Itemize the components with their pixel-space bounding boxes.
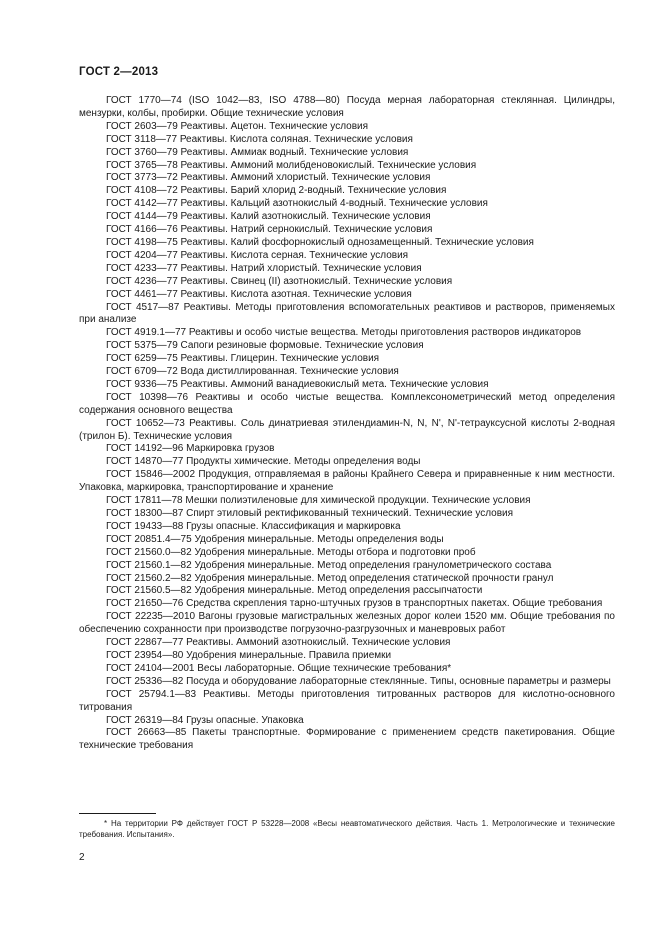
reference-entry: ГОСТ 4204—77 Реактивы. Кислота серная. Технические условия — [106, 249, 409, 261]
reference-entry: ГОСТ 17811—78 Мешки полиэтиленовые для химической продукции. Технические условия — [106, 495, 531, 507]
reference-entry: ГОСТ 3118—77 Реактивы. Кислота соляная. Технические условия — [106, 133, 413, 145]
reference-entry: ГОСТ 15846—2002 Продукция, отправляемая в районы Крайнего Севера и приравненные к ним местности. Упаковка, маркировка, транспортирование и хранение — [79, 469, 615, 494]
reference-entry: ГОСТ 4166—76 Реактивы. Натрий сернокислый. Технические условия — [106, 224, 433, 236]
reference-entry: ГОСТ 21560.1—82 Удобрения минеральные. Метод определения гранулометрического состава — [106, 559, 552, 571]
reference-entry: ГОСТ 6709—72 Вода дистиллированная. Технические условия — [106, 366, 399, 378]
reference-entry: ГОСТ 21560.0—82 Удобрения минеральные. Методы отбора и подготовки проб — [106, 546, 476, 558]
reference-entry: ГОСТ 18300—87 Спирт этиловый ректификованный технический. Технические условия — [106, 508, 514, 519]
normative-references-list — [79, 95, 615, 753]
reference-entry: ГОСТ 21650—76 Средства скрепления тарно-штучных грузов в транспортных пакетах. Общие требования — [106, 598, 603, 610]
reference-entry: ГОСТ 3765—78 Реактивы. Аммоний молибденовокислый. Технические условия — [106, 159, 477, 171]
reference-entry: ГОСТ 25336—82 Посуда и оборудование лабораторные стеклянные. Типы, основные параметры и размеры — [106, 675, 611, 687]
footnote: * На территории РФ действует ГОСТ Р 53228—2008 «Весы неавтоматического действия. Часть 1. Метрологические и технические требования. Испытания». — [79, 819, 615, 839]
reference-entry: ГОСТ 14870—77 Продукты химические. Методы определения воды — [106, 456, 421, 468]
reference-entry: ГОСТ 22235—2010 Вагоны грузовые магистральных железных дорог колеи 1520 мм. Общие требования по обеспечению сохранности при производстве погрузочно-разгрузочных и маневровых работ — [79, 611, 615, 636]
reference-entry: ГОСТ 9336—75 Реактивы. Аммоний ванадиевокислый мета. Технические условия — [106, 378, 489, 390]
reference-entry: ГОСТ 25794.1—83 Реактивы. Методы приготовления титрованных растворов для кислотно-основного титрования — [79, 688, 615, 713]
page-number: 2 — [79, 852, 85, 863]
reference-entry: ГОСТ 10652—73 Реактивы. Соль динатриевая этилендиамин-N, N, N', N'-тетрауксусной кислоты 2-водная (трилон Б). Технические условия — [79, 417, 615, 442]
reference-entry: ГОСТ 22867—77 Реактивы. Аммоний азотнокислый. Технические условия — [106, 637, 451, 649]
reference-entry: ГОСТ 4142—77 Реактивы. Кальций азотнокислый 4-водный. Технические условия — [106, 198, 488, 210]
reference-entry: ГОСТ 3773—72 Реактивы. Аммоний хлористый. Технические условия — [106, 172, 431, 184]
reference-entry: ГОСТ 1770—74 (ISO 1042—83, ISO 4788—80) Посуда мерная лабораторная стеклянная. Цилиндры, мензурки, колбы, пробирки. Общие технические условия — [79, 95, 615, 119]
reference-entry: ГОСТ 14192—96 Маркировка грузов — [106, 443, 275, 455]
reference-entry: ГОСТ 4198—75 Реактивы. Калий фосфорнокислый однозамещенный. Технические условия — [106, 236, 534, 248]
reference-entry: ГОСТ 24104—2001 Весы лабораторные. Общие технические требования* — [106, 662, 452, 674]
reference-entry: ГОСТ 21560.5—82 Удобрения минеральные. Метод определения рассыпчатости — [106, 585, 483, 597]
reference-entry: ГОСТ 4233—77 Реактивы. Натрий хлористый. Технические условия — [106, 262, 422, 274]
reference-entry: ГОСТ 2603—79 Реактивы. Ацетон. Технические условия — [106, 120, 369, 132]
reference-entry: ГОСТ 4517—87 Реактивы. Методы приготовления вспомогательных реактивов и растворов, применяемых при анализе — [79, 301, 615, 326]
reference-entry: ГОСТ 3760—79 Реактивы. Аммиак водный. Технические условия — [106, 146, 409, 158]
reference-entry: ГОСТ 6259—75 Реактивы. Глицерин. Технические условия — [106, 353, 380, 365]
reference-entry: ГОСТ 4461—77 Реактивы. Кислота азотная. Технические условия — [106, 288, 412, 300]
reference-entry: ГОСТ 20851.4—75 Удобрения минеральные. Методы определения воды — [106, 533, 444, 545]
reference-entry: ГОСТ 4919.1—77 Реактивы и особо чистые вещества. Методы приготовления растворов индикаторов — [106, 327, 582, 339]
footnote-divider — [79, 813, 156, 814]
reference-entry: ГОСТ 19433—88 Грузы опасные. Классификация и маркировка — [106, 520, 401, 532]
reference-entry: ГОСТ 5375—79 Сапоги резиновые формовые. Технические условия — [106, 340, 424, 352]
reference-entry: ГОСТ 21560.2—82 Удобрения минеральные. Метод определения статической прочности гранул — [106, 572, 554, 584]
reference-entry: ГОСТ 4108—72 Реактивы. Барий хлорид 2-водный. Технические условия — [106, 185, 447, 197]
reference-entry: ГОСТ 26663—85 Пакеты транспортные. Формирование с применением средств пакетирования. Общие технические требования — [79, 727, 615, 752]
reference-entry: ГОСТ 4236—77 Реактивы. Свинец (II) азотнокислый. Технические условия — [106, 275, 453, 287]
reference-entry: ГОСТ 23954—80 Удобрения минеральные. Правила приемки — [106, 649, 392, 661]
reference-entry: ГОСТ 10398—76 Реактивы и особо чистые вещества. Комплексонометрический метод определения содержания основного вещества — [79, 391, 615, 416]
reference-entry: ГОСТ 4144—79 Реактивы. Калий азотнокислый. Технические условия — [106, 211, 431, 223]
document-header: ГОСТ 2—2013 — [79, 66, 159, 78]
reference-entry: ГОСТ 26319—84 Грузы опасные. Упаковка — [106, 714, 304, 726]
